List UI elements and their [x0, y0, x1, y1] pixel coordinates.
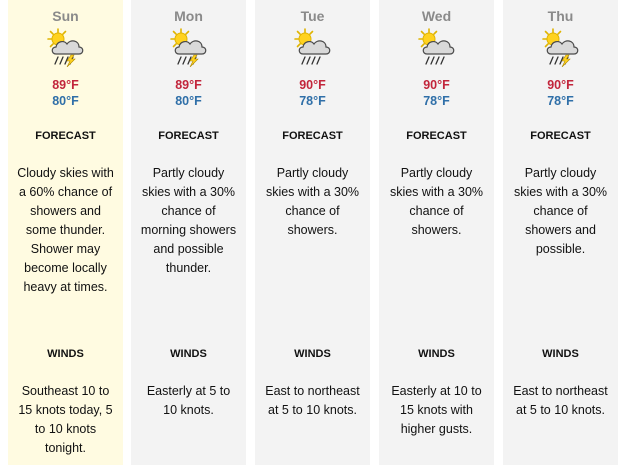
forecast-heading: FORECAST: [530, 130, 591, 142]
day-column-wed: [379, 0, 494, 465]
low-temp: 78°F: [299, 94, 326, 108]
day-column-mon: [131, 0, 246, 465]
sun-thunderstorm-icon: [167, 27, 211, 67]
high-temp: 90°F: [299, 78, 326, 92]
winds-text: Southeast 10 to 15 knots today, 5 to 10 knots tonight.: [18, 384, 113, 455]
day-name: Mon: [174, 8, 203, 24]
winds-text: Easterly at 5 to 10 knots.: [146, 384, 231, 417]
sun-thunderstorm-icon: [539, 27, 583, 67]
forecast-text: Partly cloudy skies with a 30% chance of showers.: [265, 166, 360, 237]
winds-heading: WINDS: [170, 348, 207, 360]
high-temp: 90°F: [423, 78, 450, 92]
winds-heading: WINDS: [294, 348, 331, 360]
forecast-text: Partly cloudy skies with a 30% chance of morning showers and possible thunder.: [140, 166, 237, 275]
sun-rain-icon: [415, 27, 459, 67]
forecast-text: Partly cloudy skies with a 30% chance of showers and possible.: [513, 166, 608, 256]
high-temp: 90°F: [547, 78, 574, 92]
forecast-heading: FORECAST: [35, 130, 96, 142]
day-column-tue: [255, 0, 370, 465]
day-name: Tue: [300, 8, 325, 24]
winds-text: East to northeast at 5 to 10 knots.: [513, 384, 608, 417]
day-column-thu: [503, 0, 618, 465]
forecast-text: Partly cloudy skies with a 30% chance of showers.: [389, 166, 484, 237]
forecast-text: Cloudy skies with a 60% chance of showers and some thunder. Shower may become locally heavy at times.: [17, 166, 114, 294]
low-temp: 78°F: [423, 94, 450, 108]
low-temp: 80°F: [175, 94, 202, 108]
winds-text: Easterly at 10 to 15 knots with higher gusts.: [391, 384, 482, 436]
day-column-sun: [8, 0, 123, 465]
day-name: Sun: [52, 8, 79, 24]
forecast-heading: FORECAST: [282, 130, 343, 142]
winds-heading: WINDS: [418, 348, 455, 360]
sun-rain-icon: [291, 27, 335, 67]
winds-heading: WINDS: [542, 348, 579, 360]
day-name: Thu: [547, 8, 574, 24]
winds-text: East to northeast at 5 to 10 knots.: [265, 384, 360, 417]
winds-heading: WINDS: [47, 348, 84, 360]
forecast-heading: FORECAST: [406, 130, 467, 142]
low-temp: 78°F: [547, 94, 574, 108]
high-temp: 89°F: [175, 78, 202, 92]
sun-thunderstorm-icon: [44, 27, 88, 67]
low-temp: 80°F: [52, 94, 79, 108]
high-temp: 89°F: [52, 78, 79, 92]
day-name: Wed: [421, 8, 452, 24]
forecast-heading: FORECAST: [158, 130, 219, 142]
